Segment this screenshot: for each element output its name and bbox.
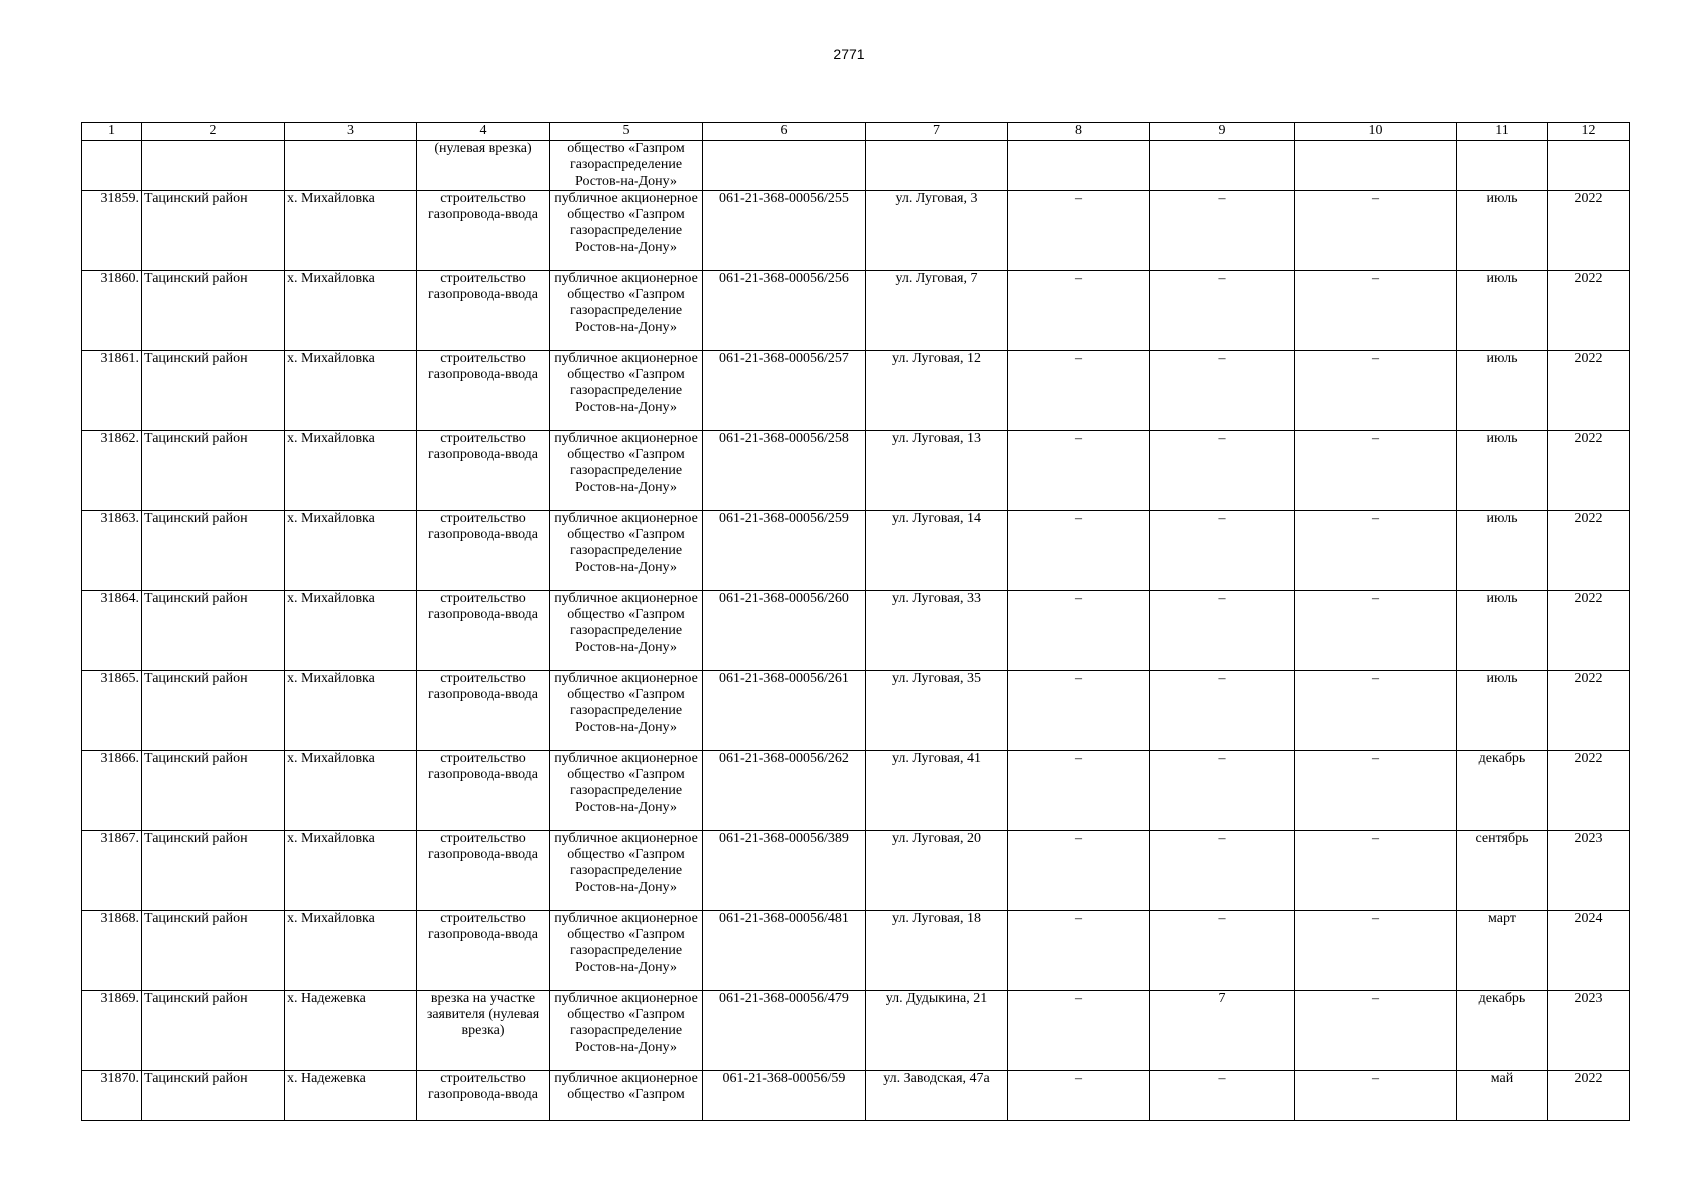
table-row <box>82 430 1630 510</box>
row-number-cell: 31863. <box>82 510 142 590</box>
work-type-cell: строительство газопровода-ввода <box>417 430 550 510</box>
settlement-cell: х. Михайловка <box>285 830 417 910</box>
column-number-row <box>82 123 1630 141</box>
month-cell: май <box>1457 1070 1548 1120</box>
registration-code-cell: 061-21-368-00056/255 <box>703 190 866 270</box>
table-row <box>82 1070 1630 1120</box>
organization-cell: общество «Газпром газораспределение Ростов-на-Дону» <box>550 141 703 191</box>
column-10-cell: – <box>1295 1070 1457 1120</box>
table-row <box>82 990 1630 1070</box>
year-cell: 2022 <box>1548 750 1630 830</box>
organization-cell: публичное акционерное общество «Газпром газораспределение Ростов-на-Дону» <box>550 270 703 350</box>
year-cell: 2022 <box>1548 1070 1630 1120</box>
district-cell: Тацинский район <box>142 830 285 910</box>
settlement-cell: х. Михайловка <box>285 910 417 990</box>
column-header: 5 <box>550 123 703 141</box>
settlement-cell: х. Михайловка <box>285 750 417 830</box>
registration-code-cell: 061-21-368-00056/257 <box>703 350 866 430</box>
column-10-cell: – <box>1295 590 1457 670</box>
district-cell: Тацинский район <box>142 670 285 750</box>
work-type-cell: строительство газопровода-ввода <box>417 190 550 270</box>
settlement-cell: х. Михайловка <box>285 510 417 590</box>
settlement-cell: х. Михайловка <box>285 350 417 430</box>
settlement-cell: х. Михайловка <box>285 190 417 270</box>
work-type-cell: строительство газопровода-ввода <box>417 910 550 990</box>
work-type-cell: строительство газопровода-ввода <box>417 670 550 750</box>
registration-code-cell: 061-21-368-00056/389 <box>703 830 866 910</box>
month-cell: сентябрь <box>1457 830 1548 910</box>
district-cell: Тацинский район <box>142 1070 285 1120</box>
column-8-cell: – <box>1008 1070 1150 1120</box>
organization-cell: публичное акционерное общество «Газпром газораспределение Ростов-на-Дону» <box>550 670 703 750</box>
organization-cell: публичное акционерное общество «Газпром газораспределение Ростов-на-Дону» <box>550 350 703 430</box>
column-9-cell: – <box>1150 430 1295 510</box>
row-number-cell: 31868. <box>82 910 142 990</box>
column-10-cell: – <box>1295 750 1457 830</box>
organization-cell: публичное акционерное общество «Газпром газораспределение Ростов-на-Дону» <box>550 830 703 910</box>
district-cell: Тацинский район <box>142 910 285 990</box>
address-cell: ул. Луговая, 12 <box>866 350 1008 430</box>
address-cell: ул. Луговая, 3 <box>866 190 1008 270</box>
year-cell: 2022 <box>1548 270 1630 350</box>
row-number-cell: 31859. <box>82 190 142 270</box>
column-8-cell: – <box>1008 590 1150 670</box>
year-cell: 2023 <box>1548 990 1630 1070</box>
registration-code-cell: 061-21-368-00056/260 <box>703 590 866 670</box>
work-type-cell: строительство газопровода-ввода <box>417 350 550 430</box>
continuation-row <box>82 141 1630 191</box>
column-8-cell: – <box>1008 670 1150 750</box>
work-type-cell: строительство газопровода-ввода <box>417 830 550 910</box>
column-9-cell: – <box>1150 590 1295 670</box>
column-header: 6 <box>703 123 866 141</box>
row-number-cell: 31867. <box>82 830 142 910</box>
registration-code-cell: 061-21-368-00056/256 <box>703 270 866 350</box>
column-header: 9 <box>1150 123 1295 141</box>
settlement-cell: х. Надежевка <box>285 1070 417 1120</box>
settlement-cell: х. Михайловка <box>285 590 417 670</box>
row-number-cell: 31870. <box>82 1070 142 1120</box>
year-cell: 2022 <box>1548 190 1630 270</box>
column-9-cell: 7 <box>1150 990 1295 1070</box>
address-cell: ул. Луговая, 20 <box>866 830 1008 910</box>
column-9-cell: – <box>1150 190 1295 270</box>
settlement-cell: х. Михайловка <box>285 670 417 750</box>
row-number-cell: 31869. <box>82 990 142 1070</box>
page-number: 2771 <box>833 46 865 62</box>
year-cell: 2022 <box>1548 590 1630 670</box>
organization-cell: публичное акционерное общество «Газпром <box>550 1070 703 1120</box>
year-cell: 2023 <box>1548 830 1630 910</box>
registration-code-cell: 061-21-368-00056/258 <box>703 430 866 510</box>
address-cell: ул. Луговая, 7 <box>866 270 1008 350</box>
column-8-cell: – <box>1008 990 1150 1070</box>
register-table <box>81 122 1630 1121</box>
column-9-cell: – <box>1150 670 1295 750</box>
column-8-cell: – <box>1008 350 1150 430</box>
column-9-cell: – <box>1150 350 1295 430</box>
column-header: 11 <box>1457 123 1548 141</box>
row-number-cell: 31860. <box>82 270 142 350</box>
column-header: 8 <box>1008 123 1150 141</box>
address-cell: ул. Луговая, 18 <box>866 910 1008 990</box>
table-row <box>82 590 1630 670</box>
district-cell: Тацинский район <box>142 350 285 430</box>
table-row <box>82 190 1630 270</box>
district-cell: Тацинский район <box>142 590 285 670</box>
column-10-cell: – <box>1295 670 1457 750</box>
row-number-cell: 31865. <box>82 670 142 750</box>
registration-code-cell: 061-21-368-00056/481 <box>703 910 866 990</box>
column-10-cell: – <box>1295 190 1457 270</box>
district-cell: Тацинский район <box>142 270 285 350</box>
column-10-cell: – <box>1295 830 1457 910</box>
column-8-cell: – <box>1008 910 1150 990</box>
month-cell: июль <box>1457 670 1548 750</box>
address-cell: ул. Луговая, 13 <box>866 430 1008 510</box>
row-number-cell: 31866. <box>82 750 142 830</box>
column-header: 3 <box>285 123 417 141</box>
address-cell: ул. Заводская, 47а <box>866 1070 1008 1120</box>
work-type-cell: строительство газопровода-ввода <box>417 1070 550 1120</box>
registration-code-cell: 061-21-368-00056/262 <box>703 750 866 830</box>
district-cell: Тацинский район <box>142 990 285 1070</box>
address-cell: ул. Дудыкина, 21 <box>866 990 1008 1070</box>
year-cell: 2022 <box>1548 350 1630 430</box>
organization-cell: публичное акционерное общество «Газпром газораспределение Ростов-на-Дону» <box>550 750 703 830</box>
organization-cell: публичное акционерное общество «Газпром газораспределение Ростов-на-Дону» <box>550 430 703 510</box>
year-cell: 2022 <box>1548 670 1630 750</box>
column-header: 10 <box>1295 123 1457 141</box>
column-9-cell: – <box>1150 910 1295 990</box>
month-cell: июль <box>1457 190 1548 270</box>
organization-cell: публичное акционерное общество «Газпром газораспределение Ростов-на-Дону» <box>550 910 703 990</box>
month-cell: декабрь <box>1457 990 1548 1070</box>
column-10-cell: – <box>1295 990 1457 1070</box>
column-header: 2 <box>142 123 285 141</box>
column-9-cell: – <box>1150 750 1295 830</box>
registration-code-cell: 061-21-368-00056/59 <box>703 1070 866 1120</box>
column-10-cell: – <box>1295 910 1457 990</box>
column-8-cell: – <box>1008 430 1150 510</box>
column-8-cell: – <box>1008 830 1150 910</box>
address-cell: ул. Луговая, 35 <box>866 670 1008 750</box>
work-type-cell: строительство газопровода-ввода <box>417 510 550 590</box>
column-header: 4 <box>417 123 550 141</box>
year-cell: 2022 <box>1548 510 1630 590</box>
table-row <box>82 350 1630 430</box>
column-9-cell: – <box>1150 830 1295 910</box>
column-8-cell: – <box>1008 510 1150 590</box>
table-row <box>82 750 1630 830</box>
column-header: 7 <box>866 123 1008 141</box>
month-cell: июль <box>1457 350 1548 430</box>
organization-cell: публичное акционерное общество «Газпром газораспределение Ростов-на-Дону» <box>550 510 703 590</box>
month-cell: март <box>1457 910 1548 990</box>
organization-cell: публичное акционерное общество «Газпром газораспределение Ростов-на-Дону» <box>550 990 703 1070</box>
table-row <box>82 910 1630 990</box>
district-cell: Тацинский район <box>142 430 285 510</box>
column-9-cell: – <box>1150 510 1295 590</box>
column-8-cell: – <box>1008 750 1150 830</box>
address-cell: ул. Луговая, 41 <box>866 750 1008 830</box>
registration-code-cell: 061-21-368-00056/261 <box>703 670 866 750</box>
district-cell: Тацинский район <box>142 750 285 830</box>
month-cell: июль <box>1457 590 1548 670</box>
month-cell: июль <box>1457 270 1548 350</box>
month-cell: июль <box>1457 510 1548 590</box>
settlement-cell: х. Михайловка <box>285 270 417 350</box>
table-row <box>82 270 1630 350</box>
column-9-cell: – <box>1150 1070 1295 1120</box>
work-type-cell: строительство газопровода-ввода <box>417 590 550 670</box>
table-row <box>82 670 1630 750</box>
year-cell: 2022 <box>1548 430 1630 510</box>
row-number-cell: 31862. <box>82 430 142 510</box>
column-10-cell: – <box>1295 510 1457 590</box>
row-number-cell: 31861. <box>82 350 142 430</box>
column-10-cell: – <box>1295 350 1457 430</box>
column-10-cell: – <box>1295 270 1457 350</box>
organization-cell: публичное акционерное общество «Газпром газораспределение Ростов-на-Дону» <box>550 190 703 270</box>
column-10-cell: – <box>1295 430 1457 510</box>
work-type-cell: строительство газопровода-ввода <box>417 750 550 830</box>
registration-code-cell: 061-21-368-00056/479 <box>703 990 866 1070</box>
district-cell: Тацинский район <box>142 190 285 270</box>
column-9-cell: – <box>1150 270 1295 350</box>
work-type-cell: строительство газопровода-ввода <box>417 270 550 350</box>
work-type-cell: (нулевая врезка) <box>417 141 550 191</box>
settlement-cell: х. Надежевка <box>285 990 417 1070</box>
settlement-cell: х. Михайловка <box>285 430 417 510</box>
registration-code-cell: 061-21-368-00056/259 <box>703 510 866 590</box>
table-row <box>82 830 1630 910</box>
column-header: 1 <box>82 123 142 141</box>
organization-cell: публичное акционерное общество «Газпром газораспределение Ростов-на-Дону» <box>550 590 703 670</box>
row-number-cell: 31864. <box>82 590 142 670</box>
column-header: 12 <box>1548 123 1630 141</box>
month-cell: декабрь <box>1457 750 1548 830</box>
district-cell: Тацинский район <box>142 510 285 590</box>
address-cell: ул. Луговая, 14 <box>866 510 1008 590</box>
year-cell: 2024 <box>1548 910 1630 990</box>
address-cell: ул. Луговая, 33 <box>866 590 1008 670</box>
column-8-cell: – <box>1008 190 1150 270</box>
work-type-cell: врезка на участке заявителя (нулевая врезка) <box>417 990 550 1070</box>
column-8-cell: – <box>1008 270 1150 350</box>
month-cell: июль <box>1457 430 1548 510</box>
table-row <box>82 510 1630 590</box>
